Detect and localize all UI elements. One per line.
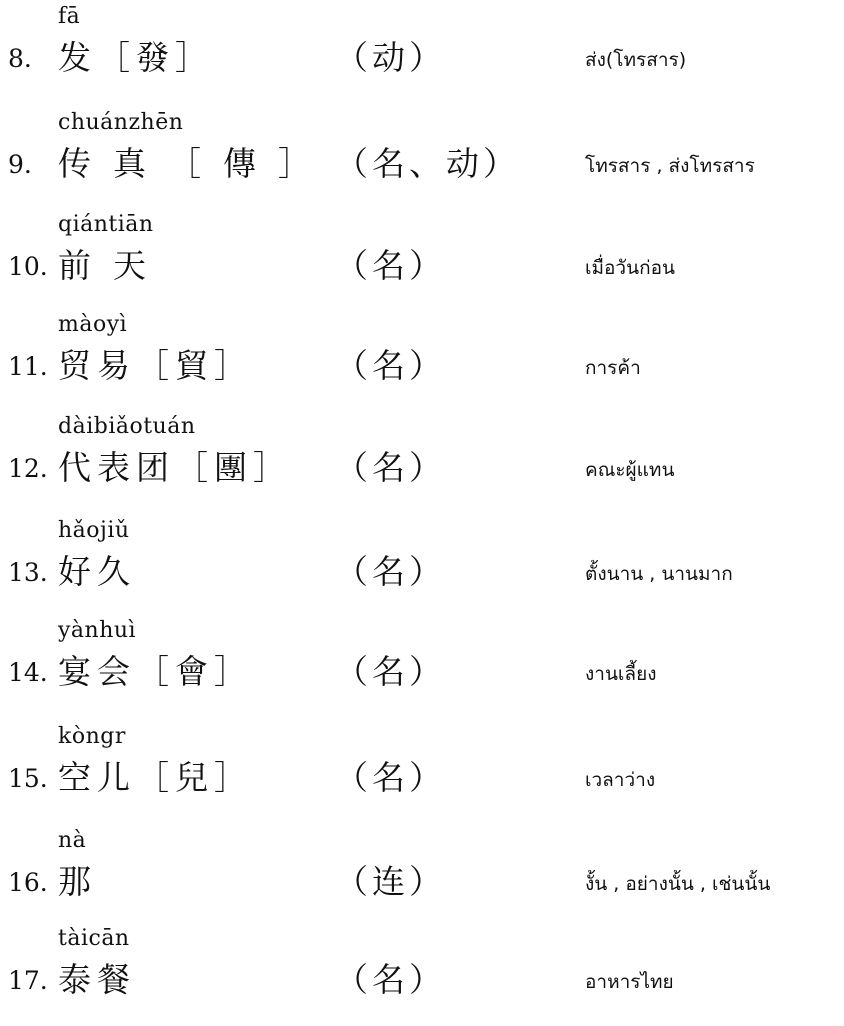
entry-pinyin: hǎojiǔ (58, 518, 130, 543)
vocab-entry (0, 518, 844, 618)
entry-hanzi: 贸易［貿］ (58, 346, 253, 385)
entry-number: 15. (8, 764, 48, 793)
entry-thai-meaning: งั้น , อย่างนั้น , เช่นนั้น (585, 873, 771, 895)
entry-pinyin: dàibiǎotuán (58, 414, 196, 439)
entry-number: 8. (8, 44, 32, 73)
vocab-entry (0, 926, 844, 1026)
entry-thai-meaning: เมื่อวันก่อน (585, 257, 675, 279)
entry-number: 13. (8, 558, 48, 587)
vocab-entry (0, 414, 844, 514)
entry-hanzi: 前天 (58, 246, 168, 285)
entry-thai-meaning: ส่ง(โทรสาร) (585, 49, 687, 71)
entry-part-of-speech: （连） (335, 862, 446, 901)
entry-pinyin: chuánzhēn (58, 110, 184, 135)
entry-thai-meaning: โทรสาร , ส่งโทรสาร (585, 155, 755, 177)
vocab-entry (0, 4, 844, 104)
vocab-entry (0, 618, 844, 718)
vocab-entry (0, 724, 844, 824)
entry-hanzi: 空儿［兒］ (58, 758, 253, 797)
vocab-entry (0, 212, 844, 312)
entry-part-of-speech: （名） (335, 960, 446, 999)
entry-number: 11. (8, 352, 48, 381)
entry-number: 12. (8, 454, 48, 483)
entry-thai-meaning: คณะผู้แทน (585, 459, 675, 481)
entry-part-of-speech: （名） (335, 246, 446, 285)
entry-pinyin: màoyì (58, 312, 128, 337)
entry-number: 17. (8, 966, 48, 995)
entry-part-of-speech: （名） (335, 346, 446, 385)
entry-hanzi: 代表团［團］ (58, 448, 292, 487)
entry-thai-meaning: งานเลี้ยง (585, 663, 657, 685)
entry-part-of-speech: （名） (335, 652, 446, 691)
vocab-entry (0, 828, 844, 928)
entry-hanzi: 那 (58, 862, 97, 901)
entry-thai-meaning: การค้า (585, 357, 641, 379)
entry-hanzi: 发［發］ (58, 38, 214, 77)
entry-number: 14. (8, 658, 48, 687)
entry-part-of-speech: （名） (335, 758, 446, 797)
entry-hanzi: 传真［傳］ (58, 144, 333, 183)
vocab-entry (0, 312, 844, 412)
entry-pinyin: tàicān (58, 926, 130, 951)
entry-part-of-speech: （名、动） (335, 144, 520, 183)
entry-pinyin: fā (58, 4, 81, 29)
entry-thai-meaning: ตั้งนาน , นานมาก (585, 563, 733, 585)
entry-pinyin: kòngr (58, 724, 126, 749)
entry-thai-meaning: อาหารไทย (585, 971, 674, 993)
entry-hanzi: 泰餐 (58, 960, 136, 999)
entry-hanzi: 好久 (58, 552, 136, 591)
entry-number: 10. (8, 252, 48, 281)
entry-pinyin: nà (58, 828, 87, 853)
entry-part-of-speech: （名） (335, 448, 446, 487)
entry-thai-meaning: เวลาว่าง (585, 769, 656, 791)
vocab-entry (0, 110, 844, 210)
entry-pinyin: qiántiān (58, 212, 154, 237)
entry-part-of-speech: （动） (335, 38, 446, 77)
entry-part-of-speech: （名） (335, 552, 446, 591)
entry-hanzi: 宴会［會］ (58, 652, 253, 691)
entry-number: 16. (8, 868, 48, 897)
entry-pinyin: yànhuì (58, 618, 137, 643)
entry-number: 9. (8, 150, 32, 179)
